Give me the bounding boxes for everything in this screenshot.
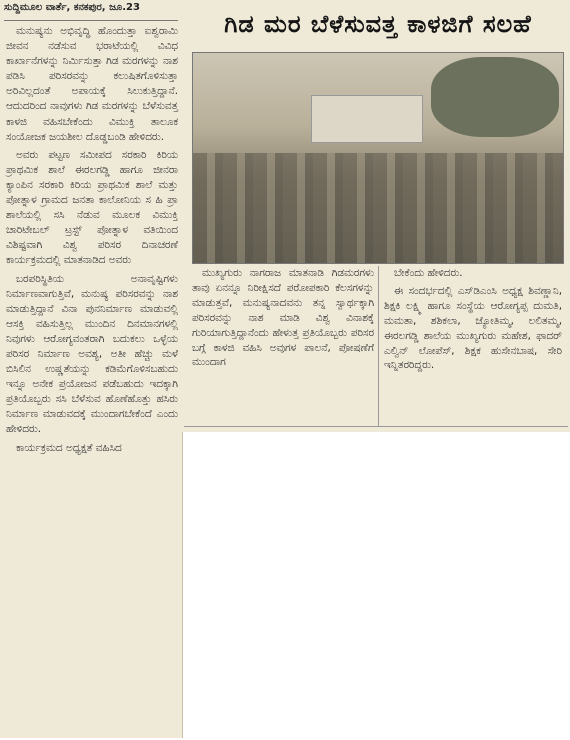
- photo-crowd: [193, 153, 563, 263]
- paragraph: ಬರಪರಿಸ್ಥಿತಿಯ ಅನಾವೃಷ್ಟಿಗಳು ನಿರ್ಮಾಣವಾಗುತ್ತಿವೆ, ಮನುಷ್ಯ ಪರಿಸರವನ್ನು ನಾಶ ಮಾಡುತ್ತಿದ್ದಾನೆ ವಿನಾ ಪುನನಿರ್ಮಾಣ ಮಾಡುವಲ್ಲಿ ಆಸಕ್ತಿ ವಹಿಸುತ್ತಿಲ್ಲ ಮುಂದಿನ ದಿನಮಾನಗಳಲ್ಲಿ ನಿವುಗಳು ಆರೋಗ್ಯವಂತರಾಗಿ ಬದುಕಲು ಒಳ್ಳೆಯ ಪರಿಸರ ನಿರ್ಮಾಣ ಅವಶ್ಯ, ಅತೀ ಹೆಚ್ಚು ಮಳೆ ಬಿಸಿಲಿನ ಉಷ್ಣತೆಯನ್ನು ಕಡಿಮೆಗೊಳಿಸಬಹುದು ಇನ್ನೂ ಅನೇಕ ಪ್ರಯೋಜನ ಪಡೆಬಹುದು ಇದಕ್ಕಾಗಿ ಪ್ರತಿಯೊಬ್ಬರು ಸಸಿ ಬೆಳೆಸುವ ಹೊಣೆಹೊತ್ತು ಹಸಿರು ನಿರ್ಮಾಣ ಮಾಡುವದಕ್ಕೆ ಮುಂದಾಗಬೇಕೆಂದೆ ಎಂದು ಹೇಳಿದರು.: [6, 272, 178, 436]
- photo-tree: [431, 57, 559, 137]
- dateline: ಸುದ್ದಿಮೂಲ ವಾರ್ತೆ, ಕನಕಪುರ, ಜೂ.23: [4, 2, 178, 21]
- paragraph: ಕಾರ್ಯಕ್ರಮದ ಅಧ್ಯಕ್ಷತೆ ವಹಿಸಿದ: [16, 441, 122, 454]
- group-photo: [192, 52, 564, 264]
- paragraph: ಮುಖ್ಯಗುರು ನಾಗರಾಜ ಮಾತನಾಡಿ ಗಿಡಮರಗಳು ತಾವು ಏನನ್ನೂ ನಿರೀಕ್ಷಿಸದೆ ಪರೋಪಕಾರಿ ಕೆಲಸಗಳನ್ನು ಮಾಡುತ್ತವೆ, ಮನುಷ್ಯನಾದವನು ತನ್ನ ಸ್ವಾರ್ಥಕ್ಕಾಗಿ ಪರಿಸರವನ್ನು ನಾಶ ಮಾಡಿ ವಿಶ್ವ ವಿನಾಶಕ್ಕೆ ಗುರಿಯಾಗುತ್ತಿದ್ದಾನೆಂದು ಹೇಳುತ್ತ ಪ್ರತಿಯೊಬ್ಬರು ಪರಿಸರ ಬಗ್ಗೆ ಕಾಳಜಿ ವಹಿಸಿ ಅವುಗಳ ಪಾಲನೆ, ಪೋಷಣೆಗೆ ಮುಂದಾಗ: [192, 267, 374, 369]
- photo-banner: [311, 95, 423, 143]
- paragraph: ಈ ಸಂದರ್ಭದಲ್ಲಿ ಎಸ್‌ಡಿಎಂಸಿ ಅಧ್ಯಕ್ಷ ಶಿವಣ್ಣಾನಿ, ಶಿಕ್ಷಕಿ ಲಕ್ಷ್ಮಿ ಹಾಗೂ ಸಂಸ್ಥೆಯ ಆರೋಗ್ಯಪ್ಪ ದುಮತಿ, ಮಮತಾ, ಶಶಿಕಲಾ, ಜ್ಯೋತಿಮ್ಮ, ಲಲಿತಮ್ಮ, ಈರಲಗಡ್ಡಿ ಶಾಲೆಯ ಮುಖ್ಯಗುರು ಮಹೇಶ, ಫಾದರ್ ಎಲ್ವಿನ್ ಲೋಪೆಸ್, ಶಿಕ್ಷಕ ಹುಸೇನಬಾಷ, ಸೇರಿ ಇನ್ನಿತರರಿದ್ದರು.: [384, 284, 562, 372]
- right-text-column: [384, 266, 562, 376]
- left-text-column: [6, 24, 178, 459]
- column-divider: [378, 266, 379, 426]
- article-headline: ಗಿಡ ಮರ ಬೆಳೆಸುವತ್ತ ಕಾಳಜಿಗೆ ಸಲಹೆ: [224, 10, 532, 38]
- paragraph: ಬೇಕೆಂದು ಹೇಳಿದರು.: [394, 267, 463, 279]
- middle-text-column: [192, 266, 374, 373]
- paragraph: ಅವರು ಪಟ್ಟಣ ಸಮೀಪದ ಸರಕಾರಿ ಕಿರಿಯ ಪ್ರಾಥಮಿಕ ಶಾಲೆ ಈರಲಗಡ್ಡಿ ಹಾಗೂ ಜೀನರಾ ಕ್ಯಾಂಪಿನ ಸರಕಾರಿ ಕಿರಿಯ ಪ್ರಾಥಮಿಕ ಶಾಲೆ ಮತ್ತು ಪೋತ್ನಾಳ ಗ್ರಾಮದ ಜನತಾ ಕಾಲೋನಿಯ ಸ ಹಿ ಪ್ರಾ ಶಾಲೆಯಲ್ಲಿ ಸಸಿ ನೆಡುವ ಮೂಲಕ ವಿಮುಕ್ತಿ ಚಾರಿಟೇಬಲ್ ಟ್ರಸ್ಟ್ ಪೋತ್ನಾಳ ವತಿಯಿಂದ ವಿಶಿಷ್ಟವಾಗಿ ವಿಶ್ವ ಪರಿಸರ ದಿನಾಚರಣೆ ಕಾರ್ಯಕ್ರಮದಲ್ಲಿ ಮಾತನಾಡಿದ ಅವರು: [6, 148, 178, 267]
- paragraph: ಮನುಷ್ಯನು ಅಭಿವೃದ್ಧಿ ಹೊಂದುತ್ತಾ ಐಶ್ವರಾಮಿ ಜೀವನ ನಡೆಸುವ ಭರಾಟೆಯಲ್ಲಿ ವಿವಿಧ ಕಾರ್ಖಾನೆಗಳನ್ನು ನಿರ್ಮಿಸುತ್ತಾ ಗಿಡ ಮರಗಳನ್ನು ನಾಶ ಪಡಿಸಿ ಪರಿಸರವನ್ನು ಕಲುಷಿತಗೊಳಿಸುತ್ತಾ ಅರಿವಿಲ್ಲದಂತೆ ಅಪಾಯಕ್ಕೆ ಸಿಲುಕುತ್ತಿದ್ದಾನೆ. ಆದುದರಿಂದ ನಾವುಗಳು ಗಿಡ ಮರಗಳನ್ನು ಬೆಳೆಸುವತ್ತ ಕಾಳಜಿ ವಹಿಸಬೇಕೆಂದು ವಿಮುಕ್ತಿ ತಾಲೂಕ ಸಂಯೋಜಕ ಜಯಶೀಲ ದೊಡ್ಡಬಂಡಿ ಹೇಳಿದರು.: [6, 25, 178, 143]
- bottom-rule: [184, 426, 568, 427]
